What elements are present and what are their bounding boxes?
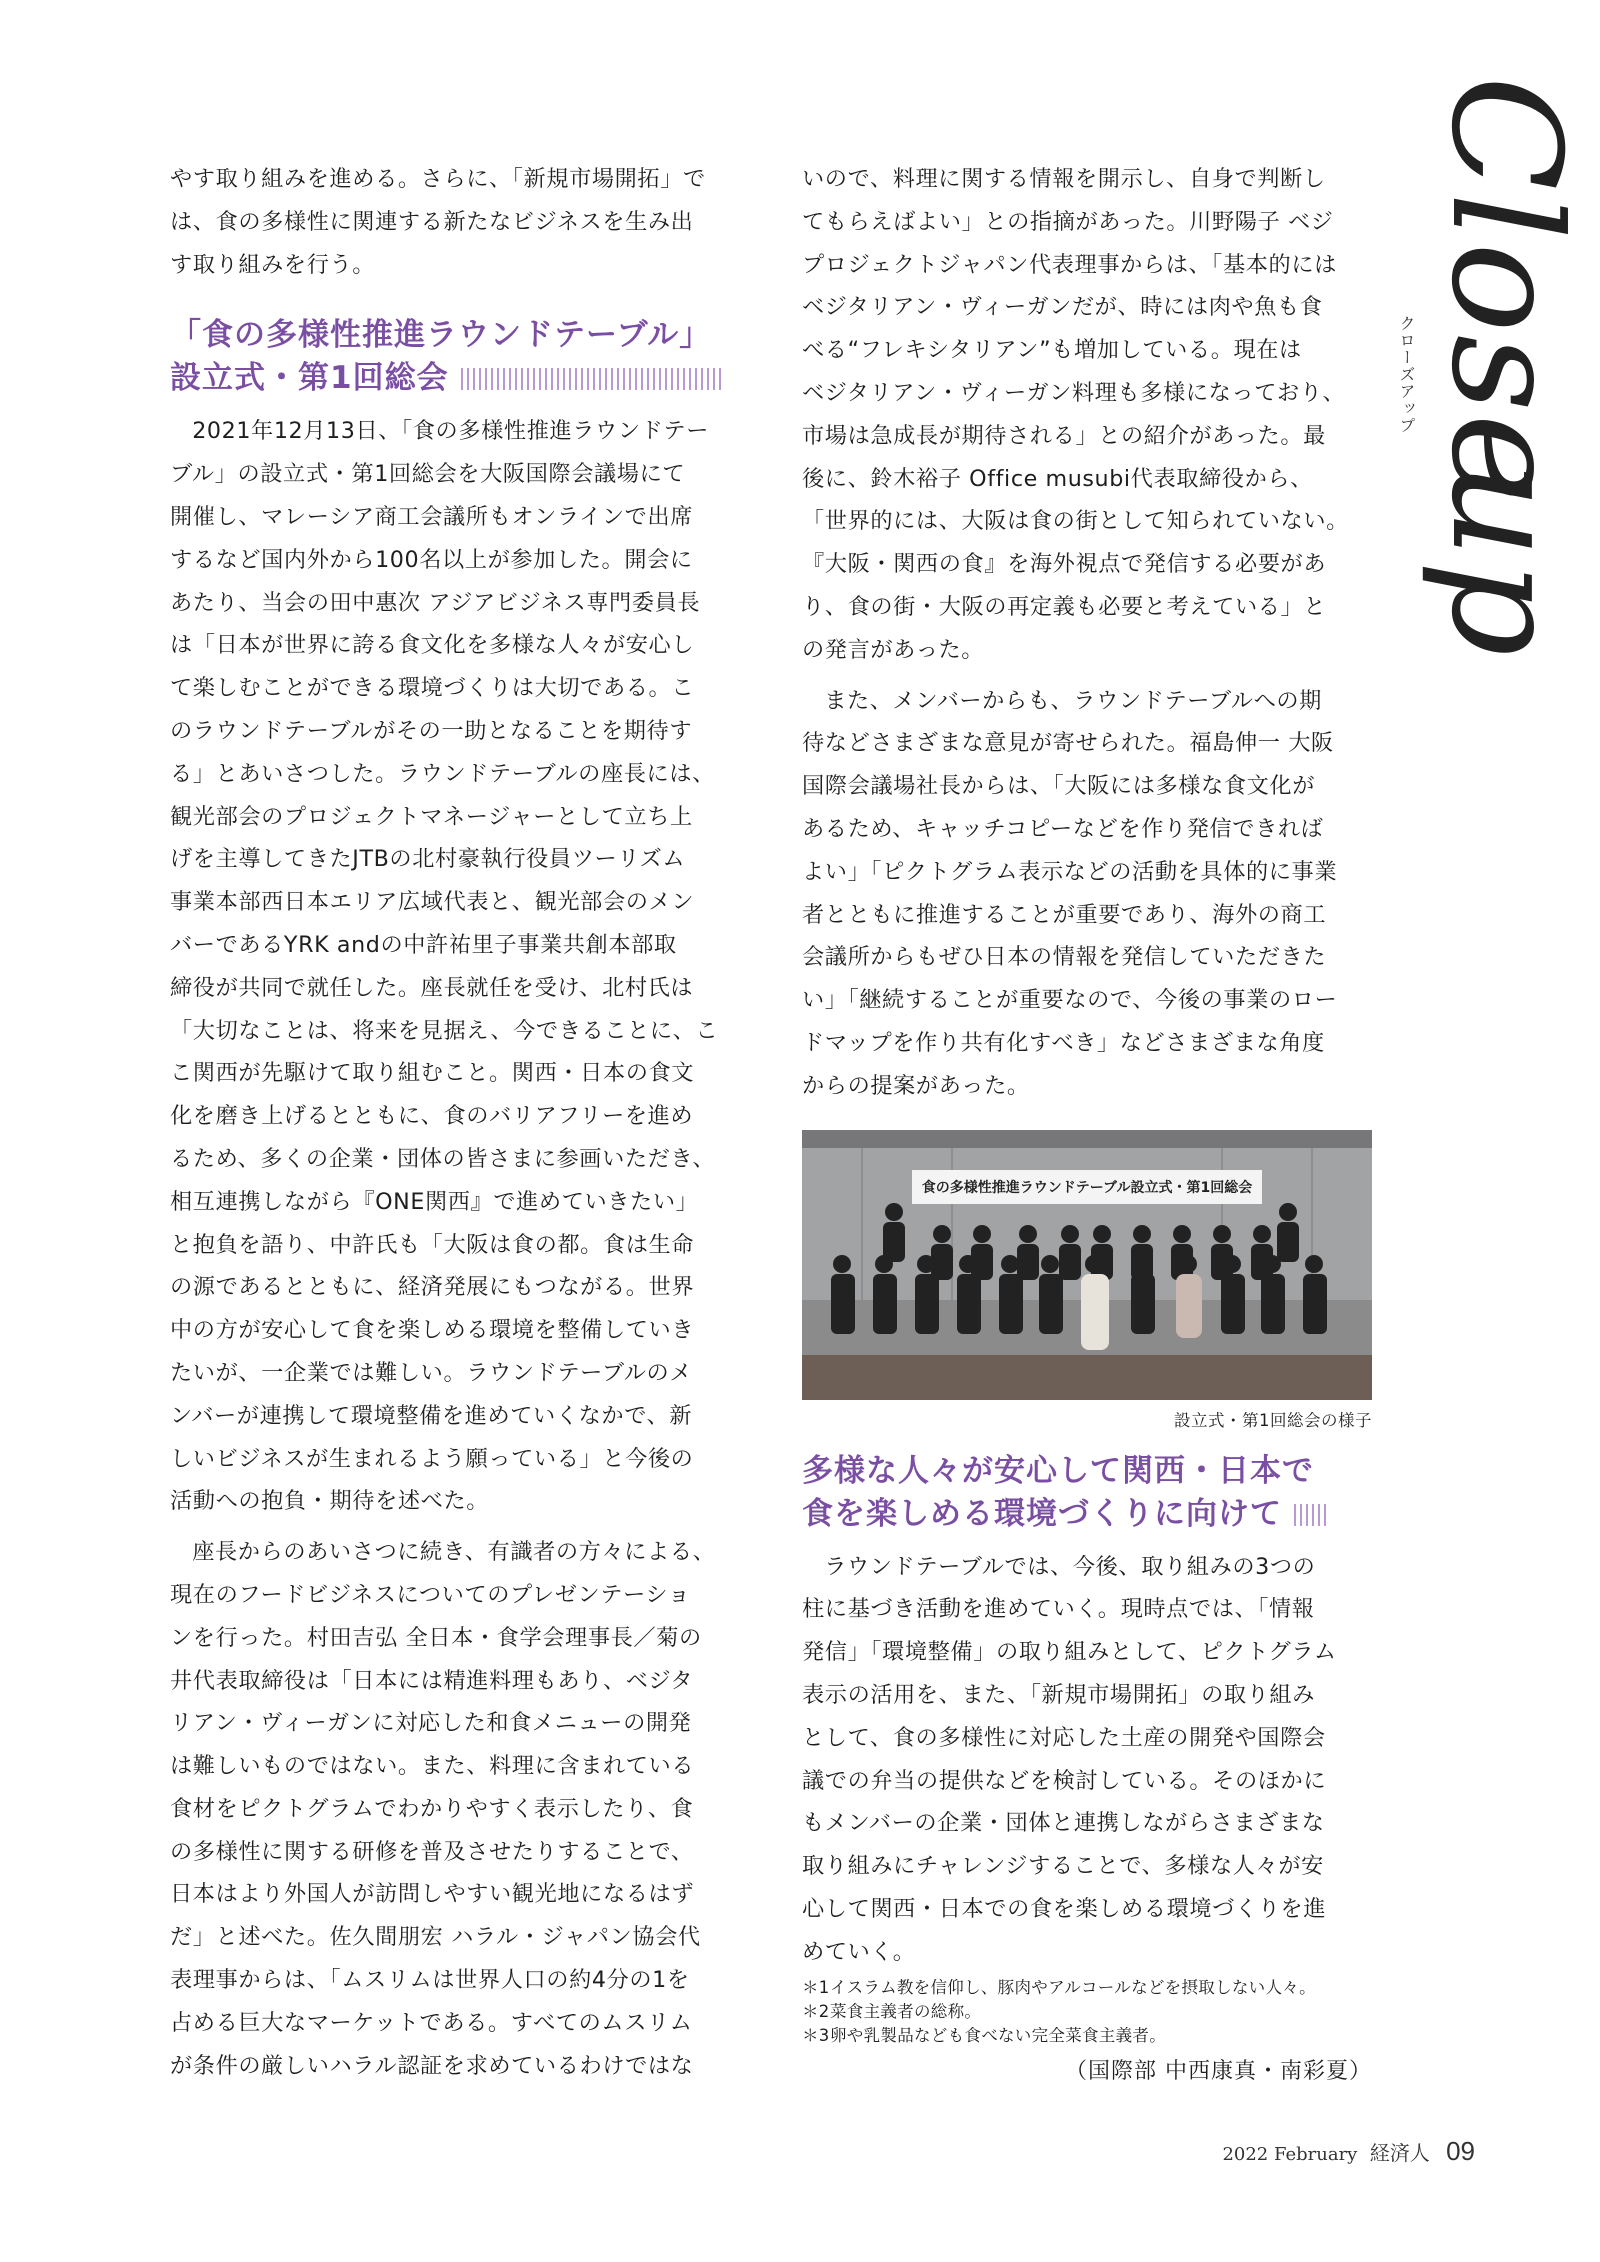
section-heading-environment: [802, 1450, 1372, 1536]
section-heading-line2-wrap: [802, 1493, 1372, 1536]
photo-banner-text: 食の多様性推進ラウンドテーブル設立式・第1回総会: [921, 1179, 1253, 1196]
section-heading-line2-wrap: [170, 357, 740, 400]
footnote: [802, 2000, 1372, 2024]
footnote-text: イスラム教を信仰し、豚肉やアルコールなどを摂取しない人々。: [830, 1977, 1316, 1997]
footnote-text: 卵や乳製品なども食べない完全菜食主義者。: [830, 2025, 1166, 2045]
footnote: [802, 1976, 1372, 2000]
heading-stripe-decoration: [461, 368, 723, 390]
section-heading-line1: 「食の多様性推進ラウンドテーブル」: [170, 317, 712, 354]
close-up-subtitle: クローズアップ: [1397, 315, 1416, 434]
close-up-title-close: Close: [1418, 75, 1592, 505]
footnotes: [802, 1976, 1372, 2048]
right-column: [802, 158, 1372, 2090]
section-heading-line2: 食を楽しめる環境づくりに向けて: [802, 1495, 1282, 1532]
photo-figure: [802, 1130, 1372, 1436]
page-footer: [1222, 2136, 1475, 2167]
footnote-mark: ＊2: [802, 2001, 830, 2021]
footnote-mark: ＊3: [802, 2025, 830, 2045]
author-credit: （国際部 中西康真・南彩夏）: [1065, 2058, 1372, 2084]
footnote-mark: ＊1: [802, 1977, 830, 1997]
footnote-text: 菜食主義者の総称。: [830, 2001, 982, 2021]
right-paragraph-1: いので、料理に関する情報を開示し、自身で判断し てもらえばよい」との指摘があった。川野陽子 ベジ プロジェクトジャパン代表理事からは、「基本的には ベジタリアン・ヴィーガンだが、時には肉や魚も食 べる“フレキシタリアン”も増加している。現在は ベジタリアン・ヴィーガン料理も多様になっており、 市場は急成長が期待される」との紹介があった。最 後に、鈴木裕子 Office musubi代表取締役から、 「世界的には、大阪は食の街として知られていない。 『大阪・関西の食』を海外視点で発信する必要があ り、食の街・大阪の再定義も必要と考えている」と の発言があった。: [802, 166, 1349, 663]
section-heading-roundtable: [170, 314, 740, 400]
section-heading-line2: 設立式・第1回総会: [170, 360, 449, 397]
right-paragraph-3: ラウンドテーブルでは、今後、取り組みの3つの 柱に基づき活動を進めていく。現時点では、「情報 発信」「環境整備」の取り組みとして、ピクトグラム 表示の活用を、また、「新規市場開拓」の取り組み として、食の多様性に対応した土産の開発や国際会 議での弁当の提供などを検討している。そのほかに もメンバーの企業・団体と連携しながらさまざまな 取り組みにチャレンジすることで、多様な人々が安 心して関西・日本での食を楽しめる環境づくりを進 めていく。: [802, 1553, 1337, 1965]
page-number: 09: [1446, 2136, 1475, 2166]
footnote: [802, 2024, 1372, 2048]
issue-date: 2022 February: [1222, 2144, 1358, 2165]
right-paragraph-2: また、メンバーからも、ラウンドテーブルへの期 待などさまざまな意見が寄せられた。福島伸一 大阪 国際会議場社長からは、「大阪には多様な食文化が あるため、キャッチコピーなどを作り発信できれば よい」「ピクトグラム表示などの活動を具体的に事業 者とともに推進することが重要であり、海外の商工 会議所からもぜひ日本の情報を発信していただきた い」「継続することが重要なので、今後の事業のロー ドマップを作り共有化すべき」などさまざまな角度 からの提案があった。: [802, 687, 1338, 1099]
close-up-title-up: up: [1418, 461, 1592, 659]
left-paragraph-1: やす取り組みを進める。さらに、「新規市場開拓」で は、食の多様性に関連する新たなビジネスを生み出 す取り組みを行う。: [170, 166, 706, 278]
section-heading-line1: 多様な人々が安心して関西・日本で: [802, 1452, 1314, 1489]
left-paragraph-3: 座長からのあいさつに続き、有識者の方々による、 現在のフードビジネスについてのプレゼンテーショ ンを行った。村田吉弘 全日本・食学会理事長／菊の 井代表取締役は「日本には精進料理もあり、ベジタ リアン・ヴィーガンに対応した和食メニューの開発 は難しいものではない。また、料理に含まれている 食材をピクトグラムでわかりやすく表示したり、食 の多様性に関する研修を普及させたりすることで、 日本はより外国人が訪問しやすい観光地になるはず だ」と述べた。佐久間朋宏 ハラル・ジャパン協会代 表理事からは、「ムスリムは世界人口の約4分の1を 占める巨大なマーケットである。すべてのムスリム が条件の厳しいハラル認証を求めているわけではな: [170, 1539, 716, 2079]
left-column: [170, 158, 740, 2087]
left-paragraph-2: 2021年12月13日、「食の多様性推進ラウンドテー ブル」の設立式・第1回総会を大阪国際会議場にて 開催し、マレーシア商工会議所もオンラインで出席 するなど国内外から100名以上が参加した。開会に あたり、当会の田中惠次 アジアビジネス専門委員長 は「日本が世界に誇る食文化を多様な人々が安心し て楽しむことができる環境づくりは大切である。こ のラウンドテーブルがその一助となることを期待す る」とあいさつした。ラウンドテーブルの座長には、 観光部会のプロジェクトマネージャーとして立ち上 げを主導してきたJTBの北村豪執行役員ツーリズム 事業本部西日本エリア広域代表と、観光部会のメン バーであるYRK andの中許祐里子事業共創本部取 締役が共同で就任した。座長就任を受け、北村氏は 「大切なことは、将来を見据え、今できることに、こ こ関西が先駆けて取り組むこと。関西・日本の食文 化を磨き上げるとともに、食のバリアフリーを進め るため、多くの企業・団体の皆さまに参画いただき、 相互連携しながら『ONE関西』で進めていきたい」 と抱負を語り、中許氏も「大阪は食の都。食は生命 の源であるとともに、経済発展にもつながる。世界 中の方が安心して食を楽しめる環境を整備していき たいが、一企業では難しい。ラウンドテーブルのメ ンバーが連携して環境整備を進めていくなかで、新 しいビジネスが生まれるよう願っている」と今後の 活動への抱負・期待を述べた。: [170, 418, 719, 1515]
heading-stripe-decoration: [1294, 1504, 1328, 1526]
photo-caption: 設立式・第1回総会の様子: [1174, 1410, 1372, 1430]
group-photo: [802, 1130, 1372, 1400]
publication-name: 経済人: [1369, 2141, 1430, 2165]
